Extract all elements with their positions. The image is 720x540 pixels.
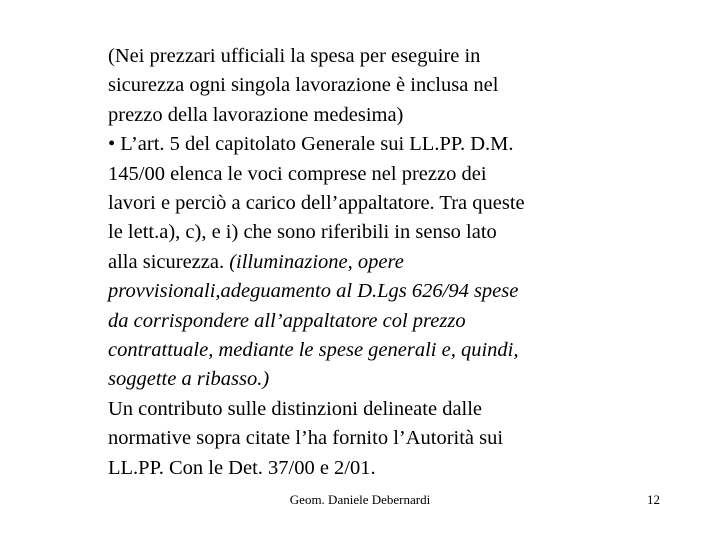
text-line: prezzo della lavorazione medesima) — [108, 103, 404, 126]
text-line: le lett.a), c), e i) che sono riferibili in senso lato — [108, 221, 497, 244]
text-line-italic: soggette a ribasso.) — [108, 368, 270, 391]
text-line-italic: contrattuale, mediante le spese generali e, quindi, — [108, 339, 519, 362]
text-line-italic: da corrispondere all’appaltatore col prezzo — [108, 309, 466, 332]
paragraph-3 — [108, 395, 608, 483]
text-segment: alla sicurezza. — [108, 250, 230, 273]
text-segment-italic: (illuminazione, opere — [229, 250, 404, 273]
text-line: 145/00 elenca le voci comprese nel prezzo dei — [108, 162, 487, 185]
text-line: • L’art. 5 del capitolato Generale sui LL.PP. D.M. — [108, 133, 514, 156]
footer-author: Geom. Daniele Debernardi — [289, 492, 431, 507]
text-line: sicurezza ogni singola lavorazione è inclusa nel — [108, 74, 499, 97]
slide-body — [108, 42, 608, 483]
paragraph-1 — [108, 42, 608, 130]
text-line: lavori e perciò a carico dell’appaltatore. Tra queste — [108, 192, 525, 215]
text-line: normative sopra citate l’ha fornito l’Autorità sui — [108, 427, 504, 450]
paragraph-2 — [108, 130, 608, 395]
text-line: Un contributo sulle distinzioni delineate dalle — [108, 397, 483, 420]
text-line: LL.PP. Con le Det. 37/00 e 2/01. — [108, 456, 376, 479]
text-line-italic: provvisionali,adeguamento al D.Lgs 626/94 spese — [108, 280, 519, 303]
text-line: (Nei prezzari ufficiali la spesa per eseguire in — [108, 45, 481, 67]
text-line-mixed — [108, 248, 608, 277]
page-number: 12 — [647, 492, 660, 507]
